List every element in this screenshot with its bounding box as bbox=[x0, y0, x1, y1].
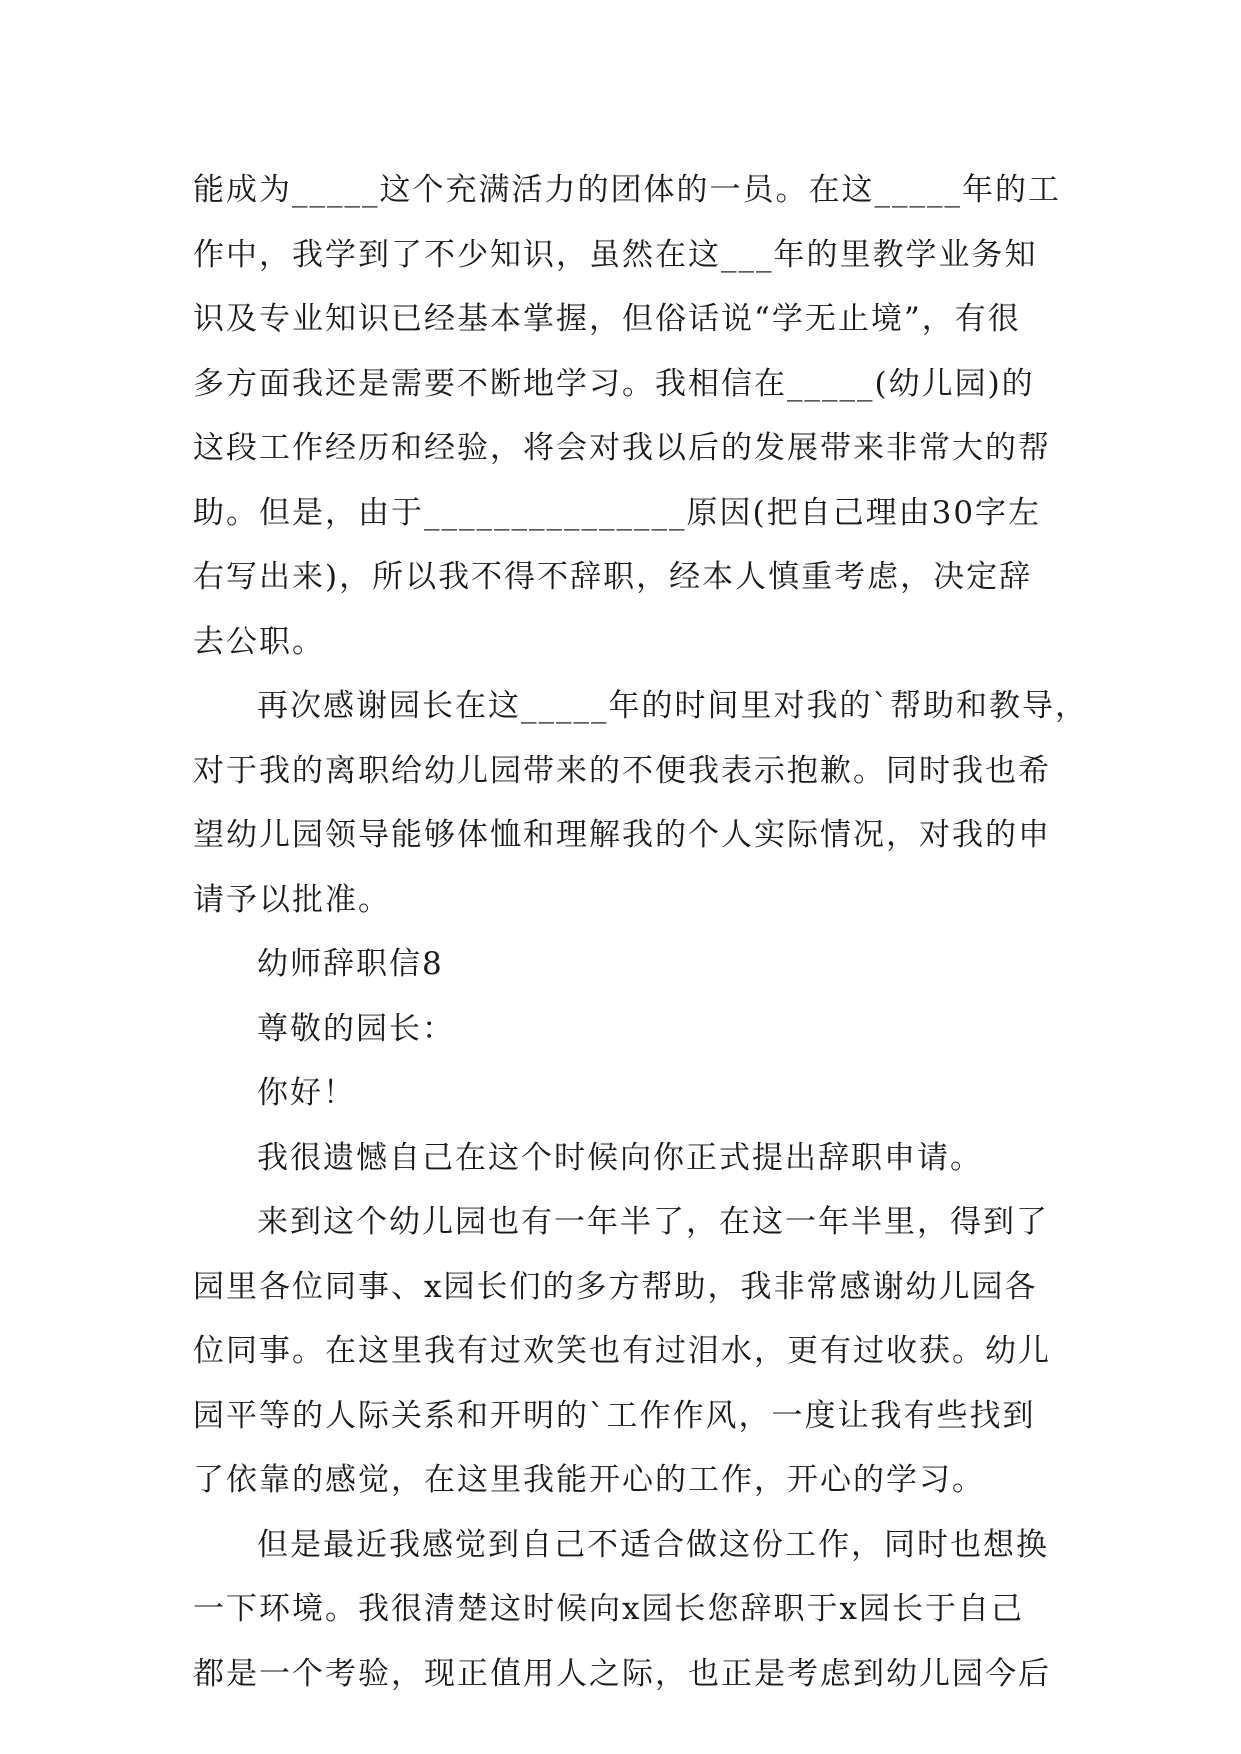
text-line: 都是一个考验，现正值用人之际，也正是考虑到幼儿园今后 bbox=[193, 1655, 1051, 1692]
text-line: 作中，我学到了不少知识，虽然在这___年的里教学业务知 bbox=[193, 236, 1038, 273]
text-line: 一下环境。我很清楚这时候向x园长您辞职于x园长于自己 bbox=[193, 1591, 1024, 1627]
text-line: 位同事。在这里我有过欢笑也有过泪水，更有过收获。幼儿 bbox=[193, 1333, 1051, 1369]
greeting: 你好！ bbox=[257, 1075, 356, 1111]
text-line: 但是最近我感觉到自己不适合做这份工作，同时也想换 bbox=[257, 1526, 1049, 1563]
text-line: 多方面我还是需要不断地学习。我相信在_____(幼儿园)的 bbox=[193, 365, 1035, 402]
text-line: 助。但是，由于_______________原因(把自己理由30字左 bbox=[193, 494, 1042, 531]
text-line: 右写出来)，所以我不得不辞职，经本人慎重考虑，决定辞 bbox=[193, 559, 1033, 595]
section-title: 幼师辞职信8 bbox=[257, 946, 444, 982]
text-line: 望幼儿园领导能够体恤和理解我的个人实际情况，对我的申 bbox=[193, 817, 1051, 853]
text-line: 识及专业知识已经基本掌握，但俗话说“学无止境”，有很 bbox=[193, 301, 1021, 337]
text-line: 能成为_____这个充满活力的团体的一员。在这_____年的工 bbox=[193, 172, 1061, 208]
text-line: 再次感谢园长在这_____年的时间里对我的`帮助和教导， bbox=[257, 688, 1088, 724]
text-line: 园平等的人际关系和开明的`工作作风，一度让我有些找到 bbox=[193, 1397, 1036, 1434]
text-line: 了依靠的感觉，在这里我能开心的工作，开心的学习。 bbox=[193, 1462, 985, 1498]
text-line: 园里各位同事、x园长们的多方帮助，我非常感谢幼儿园各 bbox=[193, 1268, 1038, 1305]
text-line: 我很遗憾自己在这个时候向你正式提出辞职申请。 bbox=[257, 1139, 983, 1176]
text-line: 请予以批准。 bbox=[193, 881, 391, 918]
document-body bbox=[193, 158, 1088, 1706]
text-line: 来到这个幼儿园也有一年半了，在这一年半里，得到了 bbox=[257, 1204, 1049, 1240]
text-line: 这段工作经历和经验，将会对我以后的发展带来非常大的帮 bbox=[193, 430, 1051, 466]
text-line: 去公职。 bbox=[193, 623, 325, 660]
salutation: 尊敬的园长： bbox=[257, 1010, 455, 1047]
text-line: 对于我的离职给幼儿园带来的不便我表示抱歉。同时我也希 bbox=[193, 752, 1051, 789]
